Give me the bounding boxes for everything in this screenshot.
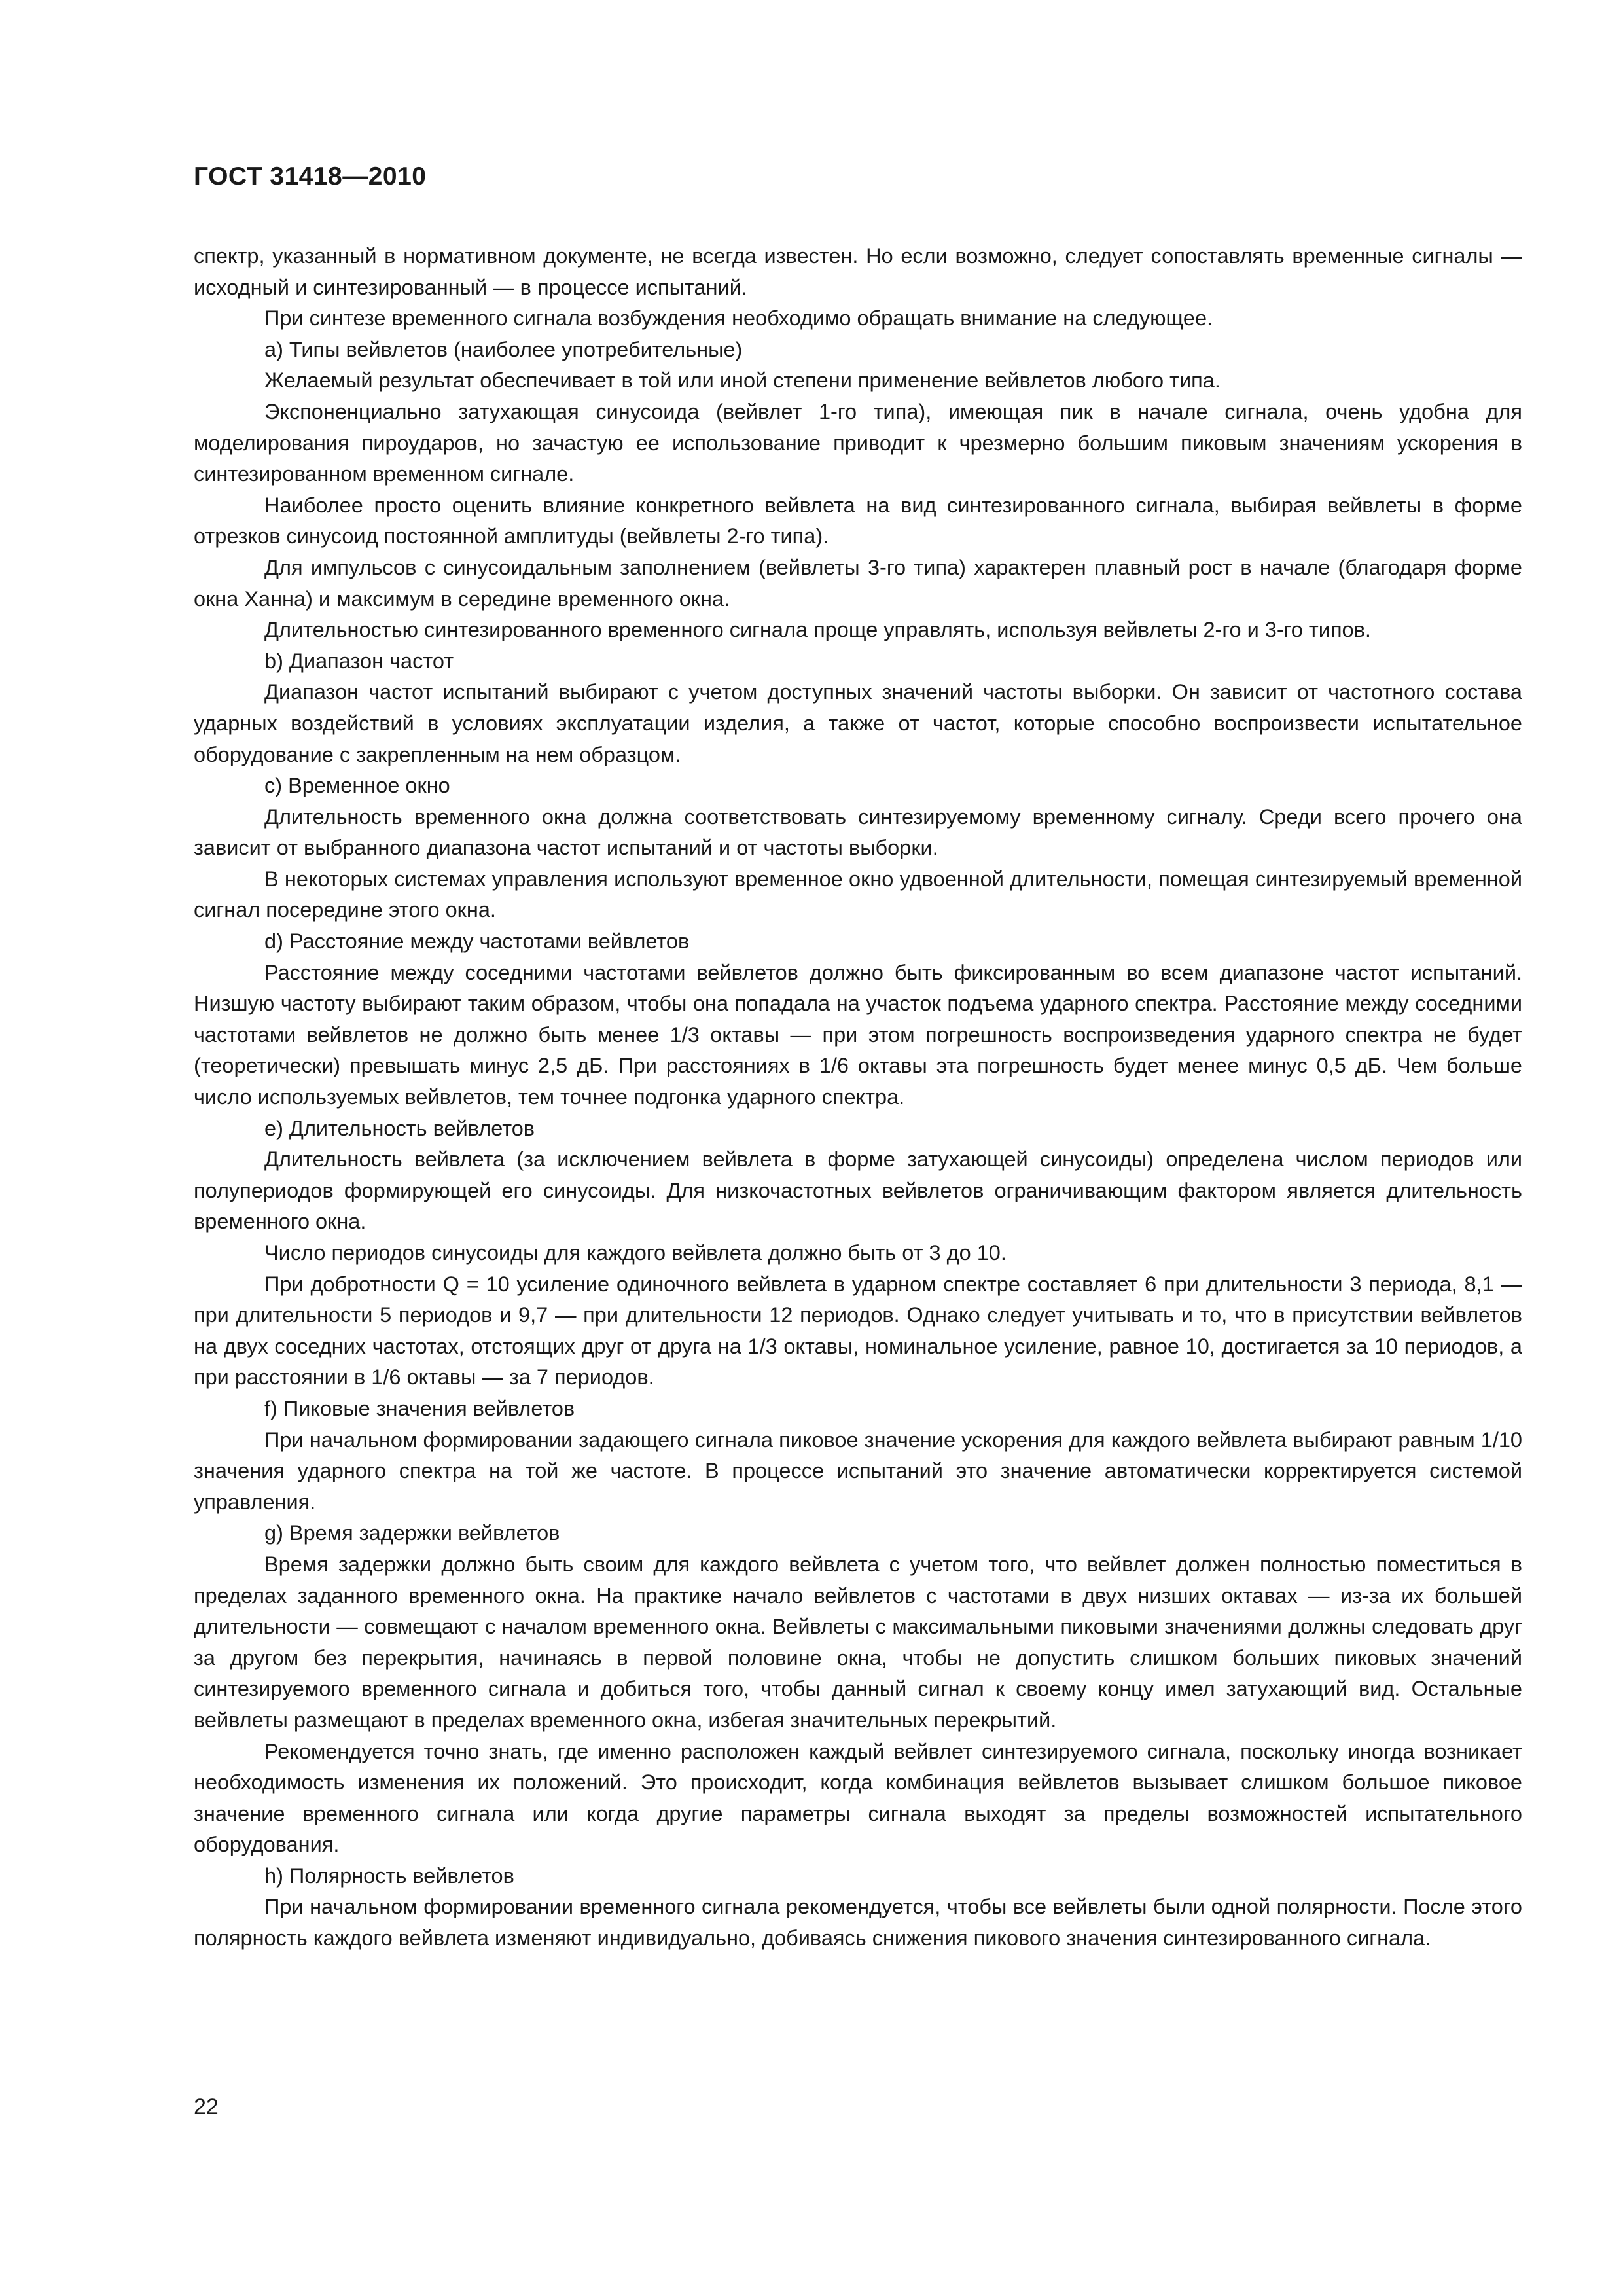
page-number: 22 bbox=[194, 2094, 219, 2119]
paragraph: Длительность временного окна должна соответствовать синтезируемому временному сигналу. Среди всего прочего она зависит от выбранного диапазона частот испытаний и от частоты выборки. bbox=[194, 804, 1522, 860]
paragraph: спектр, указанный в нормативном документе, не всегда известен. Но если возможно, следует сопоставлять временные сигналы — исходный и синтезированный — в процессе испытаний. bbox=[194, 244, 1522, 299]
section-heading-e: e) Длительность вейвлетов bbox=[264, 1116, 535, 1140]
paragraph: При начальном формировании задающего сигнала пиковое значение ускорения для каждого вейвлета выбирают равным 1/10 значения ударного спектра на той же частоте. В процессе испытаний это значение автоматически корректируется системой управления. bbox=[194, 1427, 1522, 1514]
paragraph: Длительностью синтезированного временного сигнала проще управлять, используя вейвлеты 2-го и 3-го типов. bbox=[264, 618, 1371, 642]
paragraph: При добротности Q = 10 усиление одиночного вейвлета в ударном спектре составляет 6 при длительности 3 периода, 8,1 — при длительности 5 периодов и 9,7 — при длительности 12 периодов. Однако следует учитывать и то, что в присутствии вейвлетов на двух соседних частотах, отстоящих друг от друга на 1/3 октавы, номинальное усиление, равное 10, достигается за 10 периодов, а при расстоянии в 1/6 октавы — за 7 периодов. bbox=[194, 1272, 1522, 1390]
section-heading-a: a) Типы вейвлетов (наиболее употребительные) bbox=[264, 337, 743, 361]
paragraph: Время задержки должно быть своим для каждого вейвлета с учетом того, что вейвлет должен полностью поместиться в пределах заданного временного окна. На практике начало вейвлетов с частотами в двух низших октавах — из-за их большей длительности — совмещают с началом временного окна. Вейвлеты с максимальными пиковыми значениями должны следовать друг за другом без перекрытия, начинаясь в первой половине окна, чтобы не допустить слишком больших пиковых значений синтезируемого временного сигнала и добиться того, чтобы данный сигнал к своему концу имел затухающий вид. Остальные вейвлеты размещают в пределах временного окна, избегая значительных перекрытий. bbox=[194, 1552, 1522, 1732]
document-header-title: ГОСТ 31418—2010 bbox=[194, 162, 427, 190]
paragraph: Желаемый результат обеспечивает в той или иной степени применение вейвлетов любого типа. bbox=[264, 368, 1221, 393]
section-heading-d: d) Расстояние между частотами вейвлетов bbox=[264, 929, 690, 954]
document-body bbox=[194, 241, 1522, 1954]
document-page bbox=[194, 0, 1522, 2296]
paragraph: Число периодов синусоиды для каждого вейвлета должно быть от 3 до 10. bbox=[264, 1241, 1007, 1265]
section-heading-g: g) Время задержки вейвлетов bbox=[264, 1521, 560, 1545]
paragraph: При синтезе временного сигнала возбуждения необходимо обращать внимание на следующее. bbox=[264, 306, 1213, 331]
paragraph: Расстояние между соседними частотами вейвлетов должно быть фиксированным во всем диапазоне частот испытаний. Низшую частоту выбирают таким образом, чтобы она попадала на участок подъема ударного спектра. Расстояние между соседними частотами вейвлетов не должно быть менее 1/3 октавы — при этом погрешность воспроизведения ударного спектра не будет (теоретически) превышать минус 2,5 дБ. При расстояниях в 1/6 октавы эта погрешность будет менее минус 0,5 дБ. Чем больше число используемых вейвлетов, тем точнее подгонка ударного спектра. bbox=[194, 960, 1522, 1109]
paragraph: В некоторых системах управления используют временное окно удвоенной длительности, помещая синтезируемый временной сигнал посередине этого окна. bbox=[194, 867, 1522, 922]
section-heading-c: c) Временное окно bbox=[264, 774, 450, 798]
paragraph: Длительность вейвлета (за исключением вейвлета в форме затухающей синусоиды) определена числом периодов или полупериодов формирующей его синусоиды. Для низкочастотных вейвлетов ограничивающим фактором является длительность временного окна. bbox=[194, 1147, 1522, 1234]
paragraph: Рекомендуется точно знать, где именно расположен каждый вейвлет синтезируемого сигнала, поскольку иногда возникает необходимость изменения их положений. Это происходит, когда комбинация вейвлетов вызывает слишком большое пиковое значение временного сигнала или когда другие параметры сигнала выходят за пределы возможностей испытательного оборудования. bbox=[194, 1739, 1522, 1857]
section-heading-b: b) Диапазон частот bbox=[264, 649, 454, 673]
paragraph: При начальном формировании временного сигнала рекомендуется, чтобы все вейвлеты были одной полярности. После этого полярность каждого вейвлета изменяют индивидуально, добиваясь снижения пикового значения синтезированного сигнала. bbox=[194, 1895, 1522, 1950]
paragraph: Наиболее просто оценить влияние конкретного вейвлета на вид синтезированного сигнала, выбирая вейвлеты в форме отрезков синусоид постоянной амплитуды (вейвлеты 2-го типа). bbox=[194, 493, 1522, 548]
paragraph: Диапазон частот испытаний выбирают с учетом доступных значений частоты выборки. Он зависит от частотного состава ударных воздействий в условиях эксплуатации изделия, а также от частот, которые способно воспроизвести испытательное оборудование с закрепленным на нем образцом. bbox=[194, 680, 1522, 766]
section-heading-f: f) Пиковые значения вейвлетов bbox=[264, 1396, 575, 1420]
paragraph: Экспоненциально затухающая синусоида (вейвлет 1-го типа), имеющая пик в начале сигнала, очень удобна для моделирования пироударов, но зачастую ее использование приводит к чрезмерно большим пиковым значениям ускорения в синтезированном временном сигнале. bbox=[194, 399, 1522, 486]
paragraph: Для импульсов с синусоидальным заполнением (вейвлеты 3-го типа) характерен плавный рост в начале (благодаря форме окна Ханна) и максимум в середине временного окна. bbox=[194, 555, 1522, 611]
section-heading-h: h) Полярность вейвлетов bbox=[264, 1863, 514, 1888]
